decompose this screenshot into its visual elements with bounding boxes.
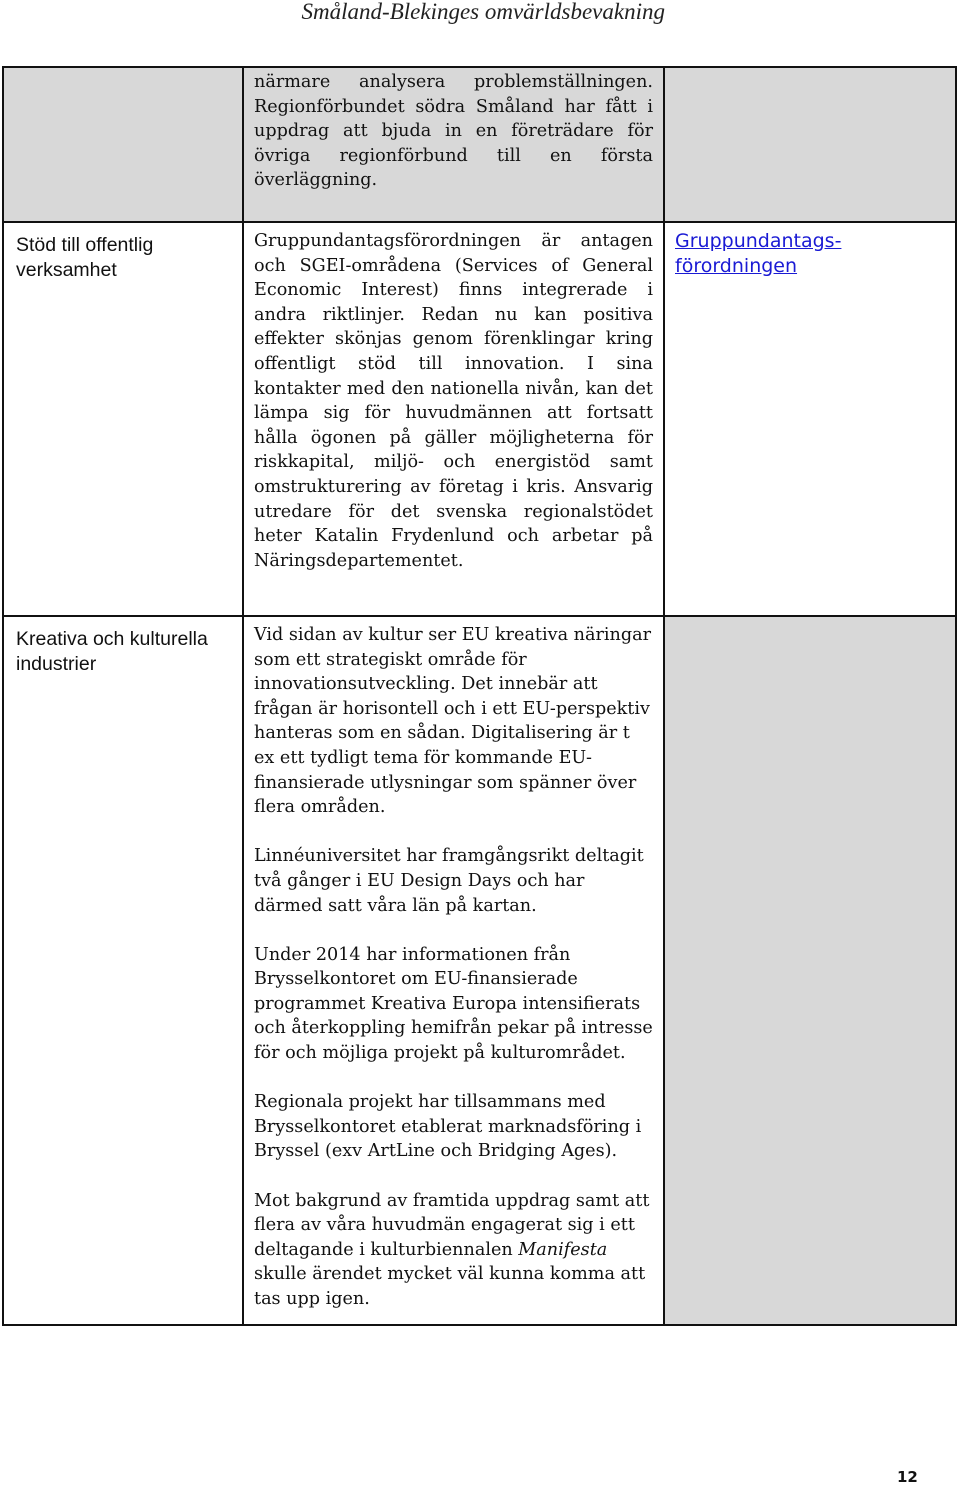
link-cell (664, 616, 956, 1325)
link-cell (664, 67, 956, 222)
table-row (3, 616, 956, 1325)
category-cell (3, 67, 243, 222)
category-cell (3, 616, 243, 1325)
table-row (3, 67, 956, 222)
paragraph: Regionala projekt har tillsammans med Brysselkontoret etablerat marknadsföring i Bryssel (exv ArtLine och Bridging Ages). (254, 1092, 642, 1162)
table-row (3, 222, 956, 616)
cell-text: Gruppundantagsförordningen är antagen och SGEI-områdena (Services of General Economic Interest) finns integrerade i andra riktlinjer. Redan nu kan positiva effekter skönjas genom förenklingar kring offentligt stöd till innovation. I sina kontakter med den nationella nivån, kan det lämpa sig för huvudmännen att fortsatt hålla ögonen på gäller möjligheterna för riskkapital, miljö- och energistöd samt omstrukturering av företag i kris. Ansvarig utredare för det svenska regionalstödet heter Katalin Frydenlund och arbetar på Näringsdepartementet. (254, 230, 653, 571)
paragraph: Linnéuniversitet har framgångsrikt deltagit två gånger i EU Design Days och har därmed satt våra län på kartan. (254, 846, 644, 916)
text-cell (243, 616, 664, 1325)
text-cell (243, 222, 664, 616)
italic-title: Manifesta (518, 1239, 608, 1260)
category-label: Kreativa och kulturella industrier (16, 627, 208, 675)
text-cell (243, 67, 664, 222)
paragraph: Vid sidan av kultur ser EU kreativa näringar som ett strategiskt område för innovationsutveckling. Det innebär att frågan är horisontell och i ett EU-perspektiv hanteras som en sådan. Digitalisering är t ex ett tydligt tema för kommande EU-finansierade utlysningar som spänner över flera områden. (254, 624, 652, 818)
paragraph: Under 2014 har informationen från Brysselkontoret om EU-finansierade programmet Kreativa Europa intensifierats och återkoppling hemifrån pekar på intresse för och möjliga projekt på kulturområdet. (254, 944, 653, 1064)
page-number: 12 (897, 1468, 918, 1486)
gruppundantag-link[interactable]: Gruppundantags-förordningen (675, 229, 842, 277)
text-span: skulle ärendet mycket väl kunna komma att tas upp igen. (254, 1264, 646, 1309)
cell-text: närmare analysera problemställningen. Regionförbundet södra Småland har fått i uppdrag att bjuda in en företrädare för övriga regionförbund till en första överläggning. (254, 72, 653, 191)
category-label (4, 68, 242, 88)
running-title: Småland-Blekinges omvärldsbevakning (301, 0, 665, 24)
running-header (0, 0, 960, 36)
paragraph (244, 1189, 663, 1312)
category-label: Stöd till offentlig verksamhet (16, 233, 154, 281)
content-table (2, 66, 957, 1326)
text-span: Mot bakgrund av framtida uppdrag samt att flera av våra huvudmän engagerat sig i ett deltagande i kulturbiennalen (254, 1190, 650, 1260)
link-cell (664, 222, 956, 616)
category-cell (3, 222, 243, 616)
